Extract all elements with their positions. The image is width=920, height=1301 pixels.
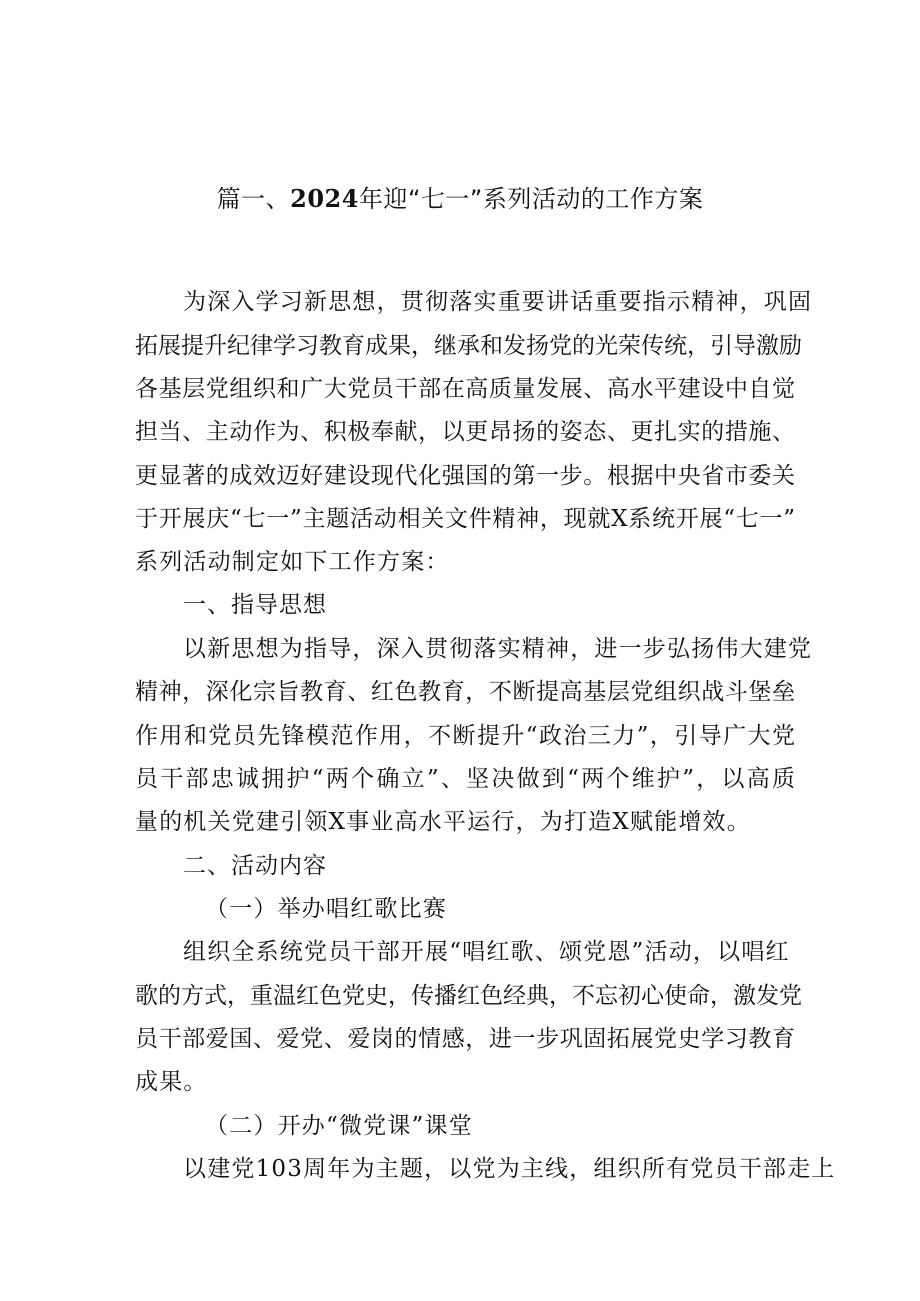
sub2-line: 以建党103周年为主题，以党为主线，组织所有党员干部走上 [183,1156,836,1182]
section1-line: 员干部忠诚拥护“两个确立”、坚决做到“两个维护”，以高质 [135,766,795,792]
section1-line: 作用和党员先锋模范作用，不断提升“政治三力”，引导广大党 [135,723,795,749]
section-heading-guiding-ideology: 一、指导思想 [183,592,327,618]
document-title [0,182,920,216]
subsection-heading-red-song-contest: （一）举办唱红歌比赛 [205,896,447,922]
section1-line: 精神，深化宗旨教育、红色教育，不断提高基层党组织战斗堡垒 [135,679,795,705]
sub1-line: 歌的方式，重温红色党史，传播红色经典，不忘初心使命，激发党 [135,983,802,1009]
title-suffix: 年迎“七一”系列活动的工作方案 [358,185,704,213]
sub1-line: 员干部爱国、爱党、爱岗的情感，进一步巩固拓展党史学习教育 [135,1026,795,1052]
intro-line: 于开展庆“七一”主题活动相关文件精神，现就X系统开展“七一” [135,506,795,532]
intro-line: 各基层党组织和广大党员干部在高质量发展、高水平建设中自觉 [135,376,795,402]
intro-line: 系列活动制定如下工作方案： [135,549,450,575]
sub1-line: 成果。 [135,1069,208,1095]
title-year: 2024 [290,184,359,213]
section1-line: 量的机关党建引领X事业高水平运行，为打造X赋能增效。 [135,809,751,835]
intro-line: 更显著的成效迈好建设现代化强国的第一步。根据中央省市委关 [135,463,795,489]
intro-line: 拓展提升纪律学习教育成果，继承和发扬党的光荣传统，引导激励 [135,333,802,359]
section-heading-activity-content: 二、活动内容 [183,853,327,879]
sub1-line: 组织全系统党员干部开展“唱红歌、颂党恩”活动，以唱红 [183,939,790,965]
intro-line: 担当、主动作为、积极奉献，以更昂扬的姿态、更扎实的措施、 [135,419,795,445]
subsection-heading-micro-party-class: （二）开办“微党课”课堂 [205,1113,473,1139]
intro-line: 为深入学习新思想，贯彻落实重要讲话重要指示精神，巩固 [183,289,813,315]
title-prefix: 篇一、 [216,185,291,213]
section1-line: 以新思想为指导，深入贯彻落实精神，进一步弘扬伟大建党 [183,636,813,662]
